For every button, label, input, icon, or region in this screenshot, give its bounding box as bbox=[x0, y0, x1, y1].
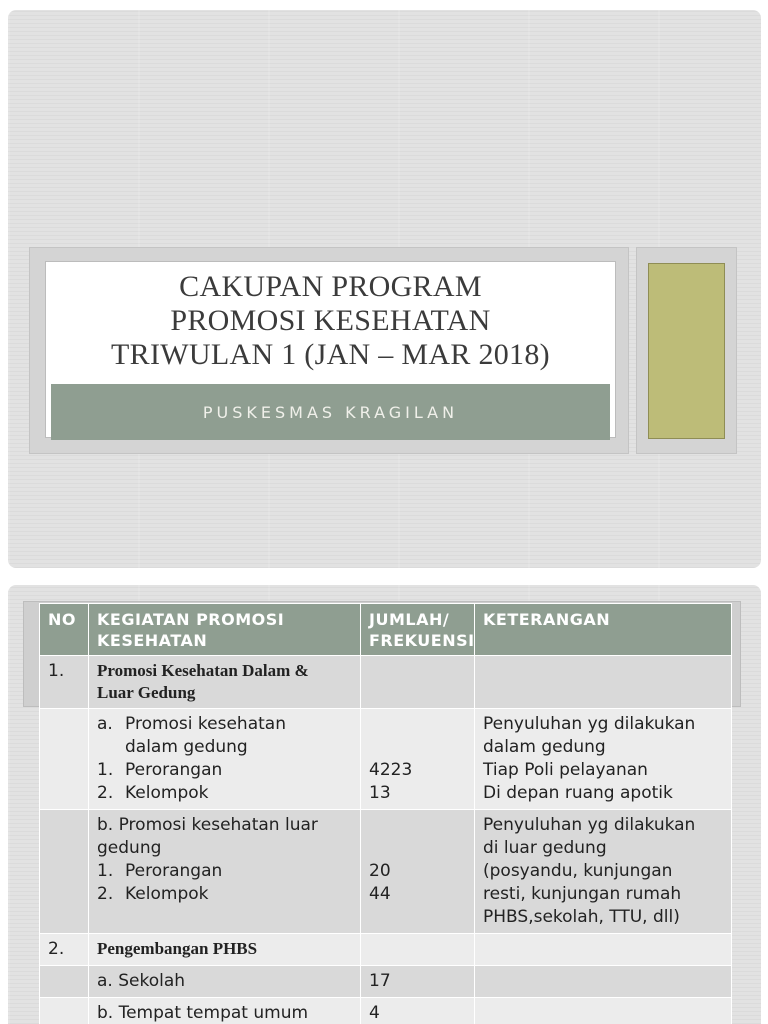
spacer-line bbox=[369, 814, 466, 837]
cell-keterangan bbox=[475, 810, 732, 934]
cell-line: (posyandu, kunjungan bbox=[483, 861, 673, 881]
cell-keterangan bbox=[475, 709, 732, 810]
cell-keterangan bbox=[475, 966, 732, 998]
header-no: NO bbox=[40, 604, 89, 656]
cell-line: 44 bbox=[369, 884, 391, 904]
cell-no bbox=[40, 810, 89, 934]
list-marker: 2. bbox=[97, 783, 114, 803]
cell-no bbox=[40, 709, 89, 810]
header-kegiatan-line: KEGIATAN PROMOSI bbox=[97, 610, 285, 629]
cell-line: 13 bbox=[369, 783, 391, 803]
table-row bbox=[40, 934, 732, 966]
cell-line: di luar gedung bbox=[483, 838, 607, 858]
subtitle-bar bbox=[51, 384, 610, 440]
title-line: PROMOSI KESEHATAN bbox=[170, 304, 491, 337]
table-slide bbox=[8, 585, 761, 1024]
cell-line: dalam gedung bbox=[483, 737, 606, 757]
accent-frame bbox=[636, 247, 737, 454]
cell-line bbox=[97, 782, 352, 805]
table-row bbox=[40, 656, 732, 709]
slide-title bbox=[46, 270, 615, 372]
list-text: Kelompok bbox=[125, 884, 209, 904]
list-marker: 1. bbox=[97, 861, 114, 881]
cell-line: PHBS,sekolah, TTU, dll) bbox=[483, 907, 680, 927]
cell-line: Di depan ruang apotik bbox=[483, 783, 673, 803]
cell-jumlah: 17 bbox=[361, 966, 475, 998]
cell-kegiatan bbox=[89, 709, 361, 810]
title-line: CAKUPAN PROGRAM bbox=[179, 270, 482, 303]
table-row bbox=[40, 966, 732, 998]
cell-keterangan bbox=[475, 656, 732, 709]
cell-kegiatan bbox=[89, 656, 361, 709]
cell-line: Penyuluhan yg dilakukan bbox=[483, 815, 696, 835]
cell-line: Penyuluhan yg dilakukan bbox=[483, 714, 696, 734]
table-header-row bbox=[40, 604, 732, 656]
cell-line: dalam gedung bbox=[125, 737, 248, 757]
cell-line: Tiap Poli pelayanan bbox=[483, 760, 648, 780]
cell-kegiatan: a. Sekolah bbox=[89, 966, 361, 998]
cell-line: b. Promosi kesehatan luar bbox=[97, 815, 318, 835]
header-kegiatan bbox=[89, 604, 361, 656]
cell-line bbox=[97, 860, 352, 883]
cell-line: Luar Gedung bbox=[97, 683, 196, 702]
cell-keterangan bbox=[475, 934, 732, 966]
header-jumlah bbox=[361, 604, 475, 656]
header-jumlah-line: JUMLAH/ bbox=[369, 610, 450, 629]
cell-kegiatan: b. Tempat tempat umum bbox=[89, 998, 361, 1024]
cell-jumlah bbox=[361, 656, 475, 709]
title-card bbox=[45, 261, 616, 438]
list-marker: 2. bbox=[97, 884, 114, 904]
header-jumlah-line: FREKUENSI bbox=[369, 631, 475, 650]
table-row bbox=[40, 998, 732, 1024]
header-keterangan: KETERANGAN bbox=[475, 604, 732, 656]
cell-line: resti, kunjungan rumah bbox=[483, 884, 682, 904]
cell-jumlah: 4 bbox=[361, 998, 475, 1024]
cell-no: 2. bbox=[40, 934, 89, 966]
list-marker: 1. bbox=[97, 760, 114, 780]
cell-jumlah bbox=[361, 810, 475, 934]
spacer-line bbox=[369, 736, 466, 759]
title-line: TRIWULAN 1 (JAN – MAR 2018) bbox=[111, 338, 550, 371]
cell-line: 4223 bbox=[369, 760, 413, 780]
cell-jumlah bbox=[361, 709, 475, 810]
cell-line bbox=[97, 883, 352, 906]
list-marker: a. bbox=[97, 714, 113, 734]
cell-line: Promosi Kesehatan Dalam & bbox=[97, 661, 309, 680]
cell-no: 1. bbox=[40, 656, 89, 709]
list-text: Perorangan bbox=[125, 861, 223, 881]
title-frame bbox=[29, 247, 629, 454]
spacer-line bbox=[369, 713, 466, 736]
cell-no bbox=[40, 998, 89, 1024]
cell-kegiatan bbox=[89, 810, 361, 934]
list-text: Kelompok bbox=[125, 783, 209, 803]
cell-line bbox=[97, 759, 352, 782]
header-kegiatan-line: KESEHATAN bbox=[97, 631, 208, 650]
cell-line: gedung bbox=[97, 838, 162, 858]
cell-jumlah bbox=[361, 934, 475, 966]
cell-kegiatan: Pengembangan PHBS bbox=[89, 934, 361, 966]
title-slide bbox=[8, 10, 761, 568]
promotion-table bbox=[39, 603, 732, 1024]
cell-line: 20 bbox=[369, 861, 391, 881]
table-row bbox=[40, 709, 732, 810]
list-text: Promosi kesehatan bbox=[125, 714, 286, 734]
table-row bbox=[40, 810, 732, 934]
cell-keterangan bbox=[475, 998, 732, 1024]
cell-line bbox=[97, 713, 352, 736]
cell-no bbox=[40, 966, 89, 998]
accent-block bbox=[648, 263, 725, 439]
spacer-line bbox=[369, 837, 466, 860]
list-text: Perorangan bbox=[125, 760, 223, 780]
slide-subtitle: PUSKESMAS KRAGILAN bbox=[202, 402, 459, 422]
